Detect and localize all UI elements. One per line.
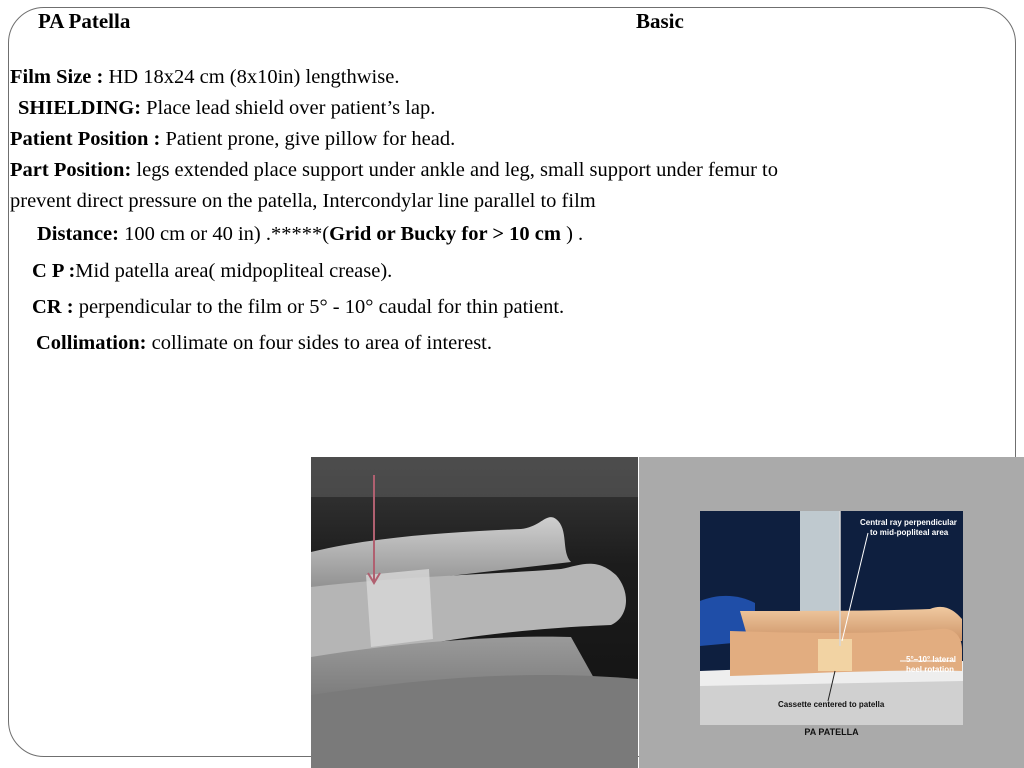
collimation-text: collimate on four sides to area of interest. — [146, 332, 493, 354]
slide-content — [10, 62, 800, 359]
cr-line — [10, 292, 800, 323]
slide-tag: Basic — [636, 9, 684, 33]
distance-end-text: ) . — [560, 223, 584, 245]
illustration-panel — [639, 457, 1024, 768]
distance-label: Distance: — [37, 223, 119, 245]
film-size-line — [10, 62, 800, 93]
distance-grid-text: Grid or Bucky for > 10 cm — [329, 223, 561, 245]
cr-label: CR : — [32, 296, 74, 318]
shielding-label: SHIELDING: — [18, 97, 142, 119]
positioning-photo-art — [311, 457, 638, 768]
collimation-label: Collimation: — [36, 332, 147, 354]
part-position-label: Part Position: — [10, 159, 132, 181]
rotation-label-1: 5°–10° lateral — [906, 655, 956, 664]
slide-title: PA Patella — [38, 9, 131, 33]
pa-patella-illustration-art — [700, 511, 963, 725]
distance-line — [10, 219, 800, 250]
part-position-line — [10, 155, 800, 217]
positioning-photo — [311, 457, 638, 768]
patient-position-line — [10, 124, 800, 155]
cp-line — [10, 256, 800, 287]
cp-label: C P : — [32, 260, 76, 282]
film-size-label: Film Size : — [10, 66, 104, 88]
central-ray-label-1: Central ray perpendicular — [860, 518, 957, 527]
rotation-label-2: heel rotation — [906, 665, 955, 674]
pa-patella-illustration — [700, 511, 963, 725]
distance-text: 100 cm or 40 in) .*****( — [118, 223, 330, 245]
central-ray-label-2: to mid-popliteal area — [870, 528, 949, 537]
film-size-text: HD 18x24 cm (8x10in) lengthwise. — [103, 66, 400, 88]
shielding-line — [10, 93, 800, 124]
patient-position-text: Patient prone, give pillow for head. — [160, 128, 456, 150]
patient-position-label: Patient Position : — [10, 128, 161, 150]
illustration-caption: PA PATELLA — [804, 727, 859, 737]
cr-text: perpendicular to the film or 5° - 10° caudal for thin patient. — [73, 296, 565, 318]
cassette-label: Cassette centered to patella — [778, 700, 885, 709]
part-position-text: legs extended place support under ankle and leg, small support under femur to prevent direct pressure on the patella, Intercondylar line parallel to film — [10, 159, 778, 212]
shielding-text: Place lead shield over patient’s lap. — [141, 97, 436, 119]
collimation-line — [10, 328, 800, 359]
cp-text: Mid patella area( midpopliteal crease). — [75, 260, 393, 282]
